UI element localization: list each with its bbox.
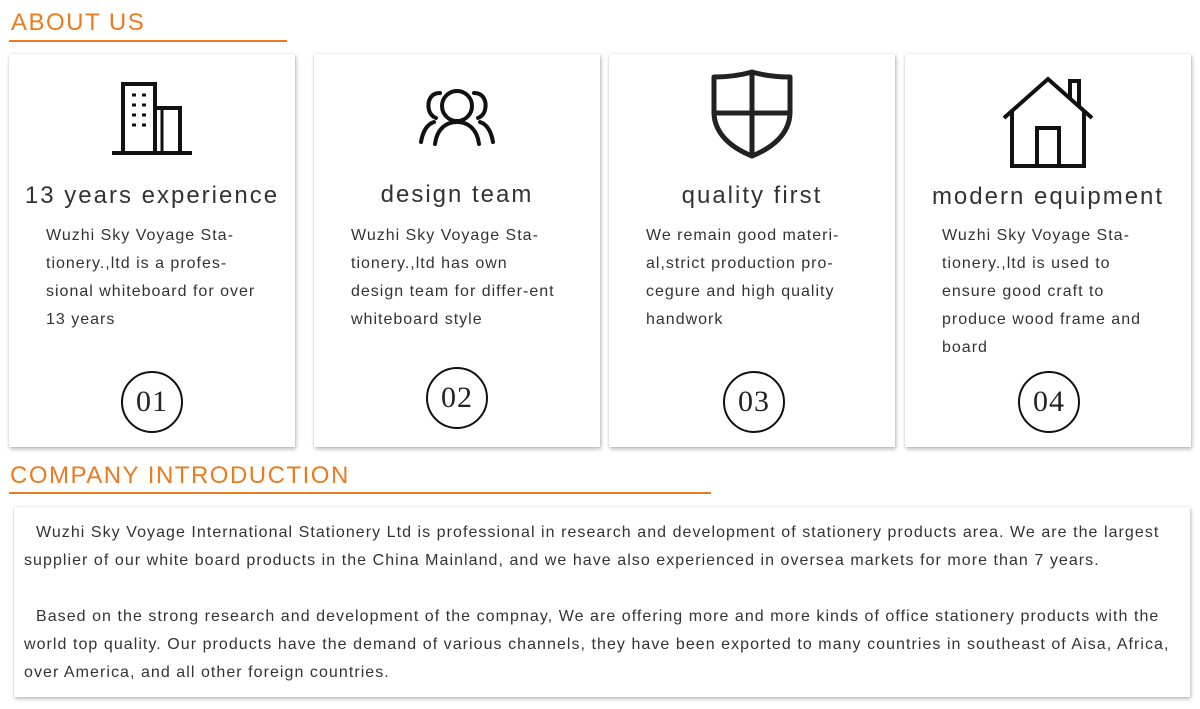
shield-icon [710,68,794,160]
company-introduction-heading: COMPANY INTRODUCTION [10,462,350,489]
intro-paragraph: Wuzhi Sky Voyage International Stationery Ltd is professional in research and development of stationery products area. We are the largest supplier of our white board products in the China Mainland, and we have also experienced in oversea markets for more than 7 years. [24,524,1160,569]
feature-card-quality [609,54,895,447]
team-icon [407,78,507,178]
card-description: Wuzhi Sky Voyage Sta-tionery.,ltd is used to ensure good craft to produce wood frame and board [942,227,1141,356]
house-icon [1002,76,1094,168]
card-description: We remain good materi-al,strict production pro-cegure and high quality handwork [646,227,840,328]
intro-paragraph: Based on the strong research and development of the compnay, We are offering more and more kinds of office stationery products with the world top quality. Our products have the demand of various channels, they have been exported to many countries in southeast of Aisa, Africa, over America, and all other foreign countries. [24,608,1170,681]
card-title: modern equipment [931,183,1165,210]
feature-card-design-team [314,54,600,447]
card-title: quality first [681,182,823,209]
card-number-badge: 03 [723,371,785,433]
company-introduction-box [14,507,1190,697]
feature-card-experience [9,54,295,447]
card-description: Wuzhi Sky Voyage Sta-tionery.,ltd has own design team for differ-ent whiteboard style [351,227,555,328]
card-title: 13 years experience [24,182,280,209]
card-number-badge: 02 [426,367,488,429]
card-title: design team [380,181,534,208]
card-number-badge: 01 [121,371,183,433]
about-us-heading: ABOUT US [11,9,146,36]
feature-card-equipment [905,54,1191,447]
building-icon [102,78,202,178]
company-introduction-underline [9,492,711,494]
card-number-badge: 04 [1018,371,1080,433]
about-us-underline [9,40,287,42]
card-description: Wuzhi Sky Voyage Sta-tionery.,ltd is a profes-sional whiteboard for over 13 years [46,227,256,328]
